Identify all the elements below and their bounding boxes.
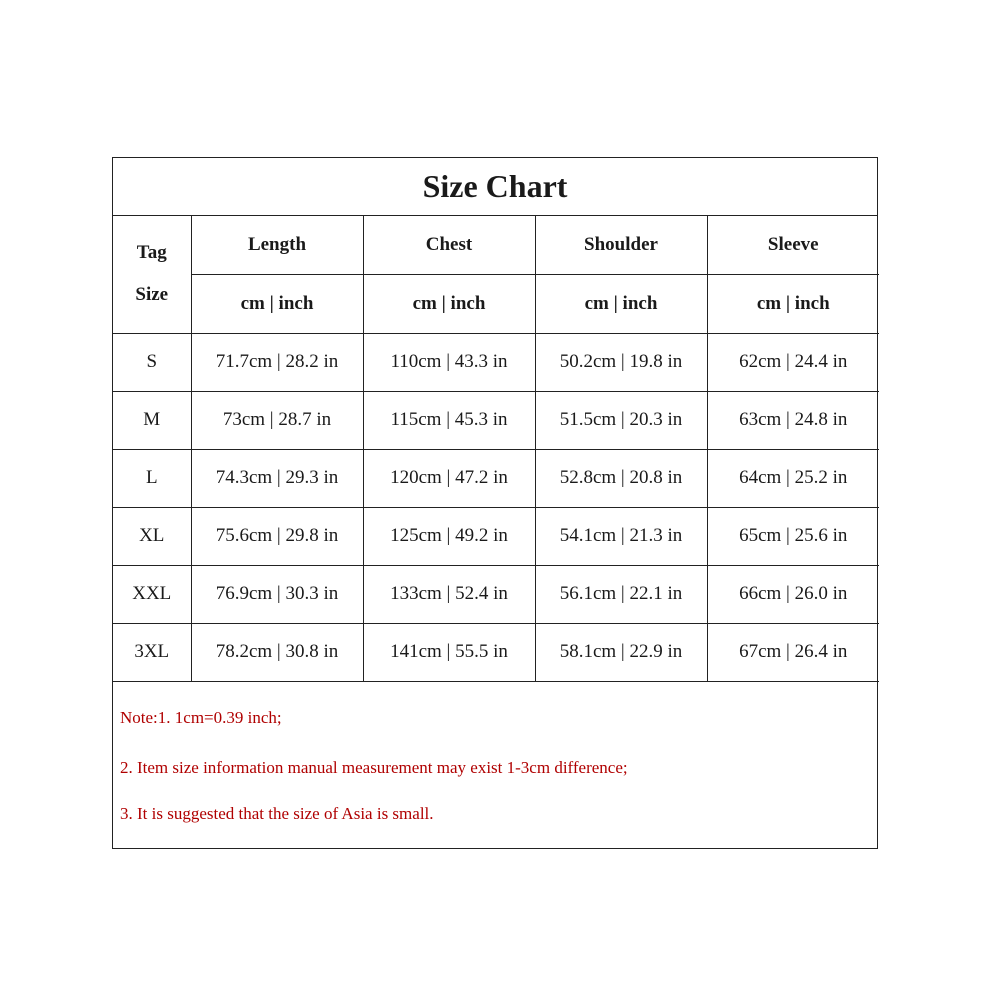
header-row bbox=[113, 216, 879, 274]
note-3: 3. It is suggested that the size of Asia is small. bbox=[120, 804, 434, 823]
length-cell: 76.9cm | 30.3 in bbox=[191, 565, 363, 623]
sleeve-cell: 62cm | 24.4 in bbox=[707, 333, 879, 391]
note-2: 2. Item size information manual measurement may exist 1-3cm difference; bbox=[120, 758, 628, 777]
table-row bbox=[113, 565, 879, 623]
unit-label: cm | inch bbox=[535, 274, 707, 333]
chart-title: Size Chart bbox=[113, 158, 877, 216]
table-row bbox=[113, 333, 879, 391]
tag-label: Tag bbox=[136, 242, 167, 264]
size-cell: M bbox=[113, 391, 191, 449]
size-table bbox=[113, 216, 879, 682]
size-cell: XXL bbox=[113, 565, 191, 623]
chest-cell: 133cm | 52.4 in bbox=[363, 565, 535, 623]
chest-cell: 115cm | 45.3 in bbox=[363, 391, 535, 449]
size-cell: L bbox=[113, 449, 191, 507]
length-cell: 71.7cm | 28.2 in bbox=[191, 333, 363, 391]
note-1: Note:1. 1cm=0.39 inch; bbox=[120, 708, 282, 727]
length-cell: 75.6cm | 29.8 in bbox=[191, 507, 363, 565]
sleeve-cell: 66cm | 26.0 in bbox=[707, 565, 879, 623]
table-row bbox=[113, 449, 879, 507]
length-cell: 74.3cm | 29.3 in bbox=[191, 449, 363, 507]
shoulder-cell: 54.1cm | 21.3 in bbox=[535, 507, 707, 565]
chest-cell: 141cm | 55.5 in bbox=[363, 623, 535, 681]
sleeve-cell: 67cm | 26.4 in bbox=[707, 623, 879, 681]
chest-cell: 120cm | 47.2 in bbox=[363, 449, 535, 507]
unit-label: cm | inch bbox=[363, 274, 535, 333]
column-header-sleeve: Sleeve bbox=[707, 216, 879, 274]
column-header-length: Length bbox=[191, 216, 363, 274]
size-cell: S bbox=[113, 333, 191, 391]
table-row bbox=[113, 507, 879, 565]
length-cell: 78.2cm | 30.8 in bbox=[191, 623, 363, 681]
size-cell: 3XL bbox=[113, 623, 191, 681]
sleeve-cell: 65cm | 25.6 in bbox=[707, 507, 879, 565]
sleeve-cell: 63cm | 24.8 in bbox=[707, 391, 879, 449]
table-row bbox=[113, 623, 879, 681]
column-header-chest: Chest bbox=[363, 216, 535, 274]
size-chart-frame bbox=[112, 157, 878, 849]
size-label: Size bbox=[135, 284, 169, 306]
chest-cell: 125cm | 49.2 in bbox=[363, 507, 535, 565]
notes-section bbox=[113, 688, 877, 850]
chest-cell: 110cm | 43.3 in bbox=[363, 333, 535, 391]
sleeve-cell: 64cm | 25.2 in bbox=[707, 449, 879, 507]
column-header-shoulder: Shoulder bbox=[535, 216, 707, 274]
tag-size-header bbox=[113, 216, 191, 333]
shoulder-cell: 56.1cm | 22.1 in bbox=[535, 565, 707, 623]
shoulder-cell: 50.2cm | 19.8 in bbox=[535, 333, 707, 391]
size-cell: XL bbox=[113, 507, 191, 565]
shoulder-cell: 58.1cm | 22.9 in bbox=[535, 623, 707, 681]
unit-label: cm | inch bbox=[191, 274, 363, 333]
unit-label: cm | inch bbox=[707, 274, 879, 333]
table-row bbox=[113, 391, 879, 449]
length-cell: 73cm | 28.7 in bbox=[191, 391, 363, 449]
shoulder-cell: 52.8cm | 20.8 in bbox=[535, 449, 707, 507]
shoulder-cell: 51.5cm | 20.3 in bbox=[535, 391, 707, 449]
unit-row bbox=[113, 274, 879, 333]
